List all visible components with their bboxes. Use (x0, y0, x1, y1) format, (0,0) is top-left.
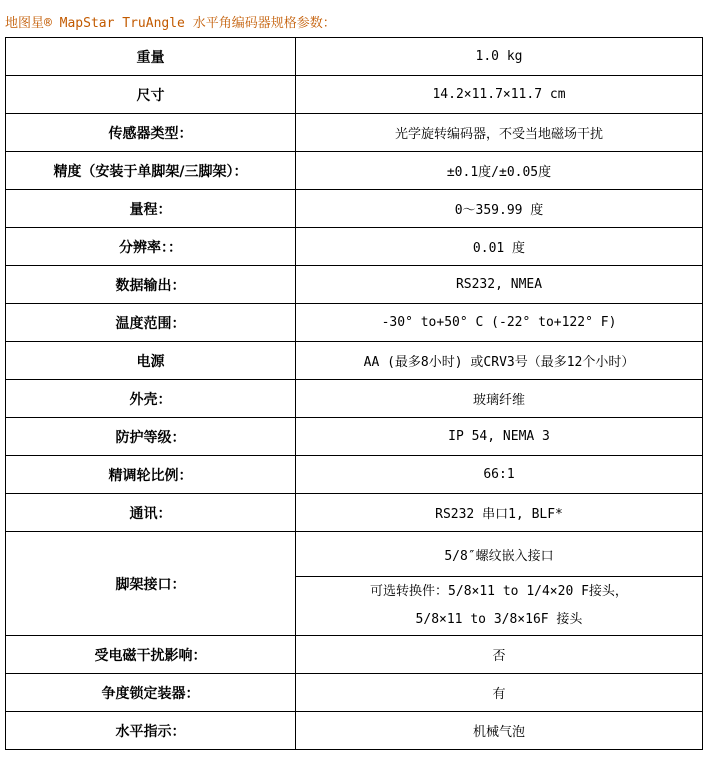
row-value: 0～359.99 度 (296, 190, 703, 228)
row-label: 电源 (6, 342, 296, 380)
row-value: RS232 串口1, BLF* (296, 494, 703, 532)
row-value: 玻璃纤维 (296, 380, 703, 418)
table-row (6, 712, 703, 750)
page-title: 地图星® MapStar TruAngle 水平角编码器规格参数： (5, 16, 336, 31)
mount-label: 脚架接口： (6, 532, 296, 636)
mount-adapter-line-1: 可选转换件：5/8×11 to 1/4×20 F接头， (370, 584, 628, 599)
row-label: 争度锁定装器： (6, 674, 296, 712)
row-value: IP 54, NEMA 3 (296, 418, 703, 456)
row-label: 温度范围： (6, 304, 296, 342)
table-row (6, 674, 703, 712)
table-row (6, 228, 703, 266)
table-row (6, 636, 703, 674)
mount-adapter-line-2: 5/8×11 to 3/8×16F 接头 (415, 612, 583, 627)
row-value: 机械气泡 (296, 712, 703, 750)
row-label: 传感器类型： (6, 114, 296, 152)
table-row (6, 190, 703, 228)
row-value: AA (最多8小时) 或CRV3号（最多12个小时） (296, 342, 703, 380)
table-row (6, 266, 703, 304)
table-row (6, 114, 703, 152)
row-label: 精调轮比例： (6, 456, 296, 494)
table-row (6, 152, 703, 190)
mount-value-adapters (296, 577, 703, 636)
table-row (6, 380, 703, 418)
row-value: 66:1 (296, 456, 703, 494)
row-label: 外壳： (6, 380, 296, 418)
row-value: 1.0 kg (296, 38, 703, 76)
row-label: 数据输出： (6, 266, 296, 304)
row-value: 14.2×11.7×11.7 cm (296, 76, 703, 114)
row-label: 重量 (6, 38, 296, 76)
row-label: 精度（安装于单脚架/三脚架）： (6, 152, 296, 190)
table-row-mount (6, 532, 703, 577)
mount-value-primary: 5/8″螺纹嵌入接口 (296, 532, 703, 577)
row-label: 防护等级： (6, 418, 296, 456)
table-row (6, 418, 703, 456)
table-row (6, 304, 703, 342)
row-value: ±0.1度/±0.05度 (296, 152, 703, 190)
row-label: 分辨率：： (6, 228, 296, 266)
row-label: 通讯： (6, 494, 296, 532)
table-row (6, 342, 703, 380)
table-row (6, 456, 703, 494)
spec-table (5, 37, 703, 750)
row-label: 量程： (6, 190, 296, 228)
table-row (6, 494, 703, 532)
row-label: 水平指示： (6, 712, 296, 750)
table-row (6, 76, 703, 114)
row-value: 有 (296, 674, 703, 712)
row-value: RS232, NMEA (296, 266, 703, 304)
row-value: 光学旋转编码器，不受当地磁场干扰 (296, 114, 703, 152)
row-label: 受电磁干扰影响： (6, 636, 296, 674)
row-value: 否 (296, 636, 703, 674)
row-value: -30° to+50° C (-22° to+122° F) (296, 304, 703, 342)
table-row (6, 38, 703, 76)
row-label: 尺寸 (6, 76, 296, 114)
row-value: 0.01 度 (296, 228, 703, 266)
